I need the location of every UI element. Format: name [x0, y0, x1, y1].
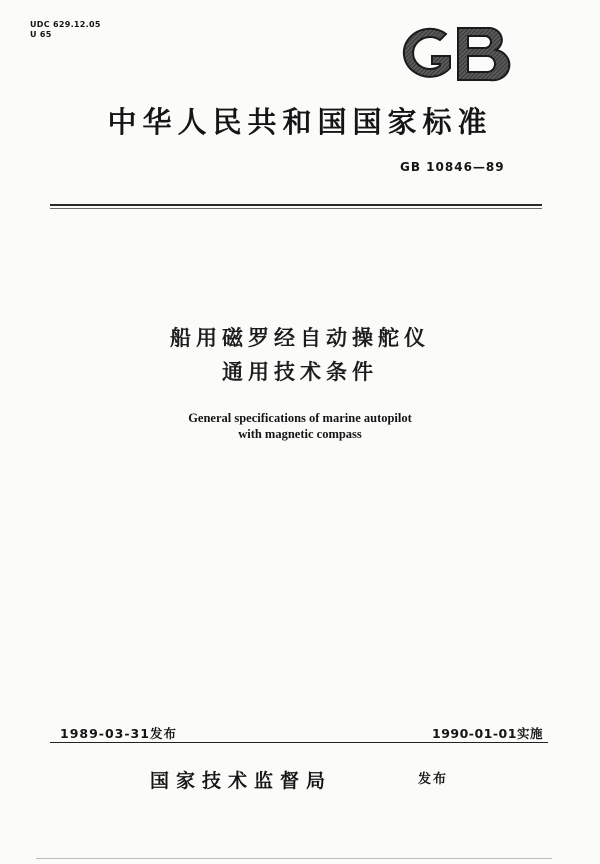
document-title-en-line2: with magnetic compass — [238, 427, 362, 441]
footer-rule — [50, 742, 548, 743]
gb-logo-b-shape — [458, 28, 509, 80]
gb-logo — [396, 20, 514, 88]
effective-date: 1990-01-01实施 — [432, 726, 543, 741]
document-title-en-line1: General specifications of marine autopilot — [188, 411, 412, 425]
issue-date: 1989-03-31发布 — [60, 726, 177, 741]
ccs-code: U 65 — [30, 30, 52, 39]
bottom-edge-line — [36, 858, 552, 859]
national-standard-title: 中华人民共和国国家标准 — [107, 105, 493, 139]
udc-code: UDC 629.12.05 — [30, 20, 101, 29]
classification-block — [30, 20, 101, 40]
document-title-zh-line2: 通用技术条件 — [222, 360, 378, 384]
gb-logo-g-shape — [404, 29, 450, 77]
header-rule-thin — [50, 208, 542, 209]
header-rule — [50, 204, 542, 206]
publish-label: 发布 — [418, 772, 449, 787]
document-title-zh-line1: 船用磁罗经自动操舵仪 — [170, 326, 430, 350]
standard-number: GB 10846—89 — [400, 160, 505, 174]
issuing-authority: 国家技术监督局 — [150, 770, 333, 792]
